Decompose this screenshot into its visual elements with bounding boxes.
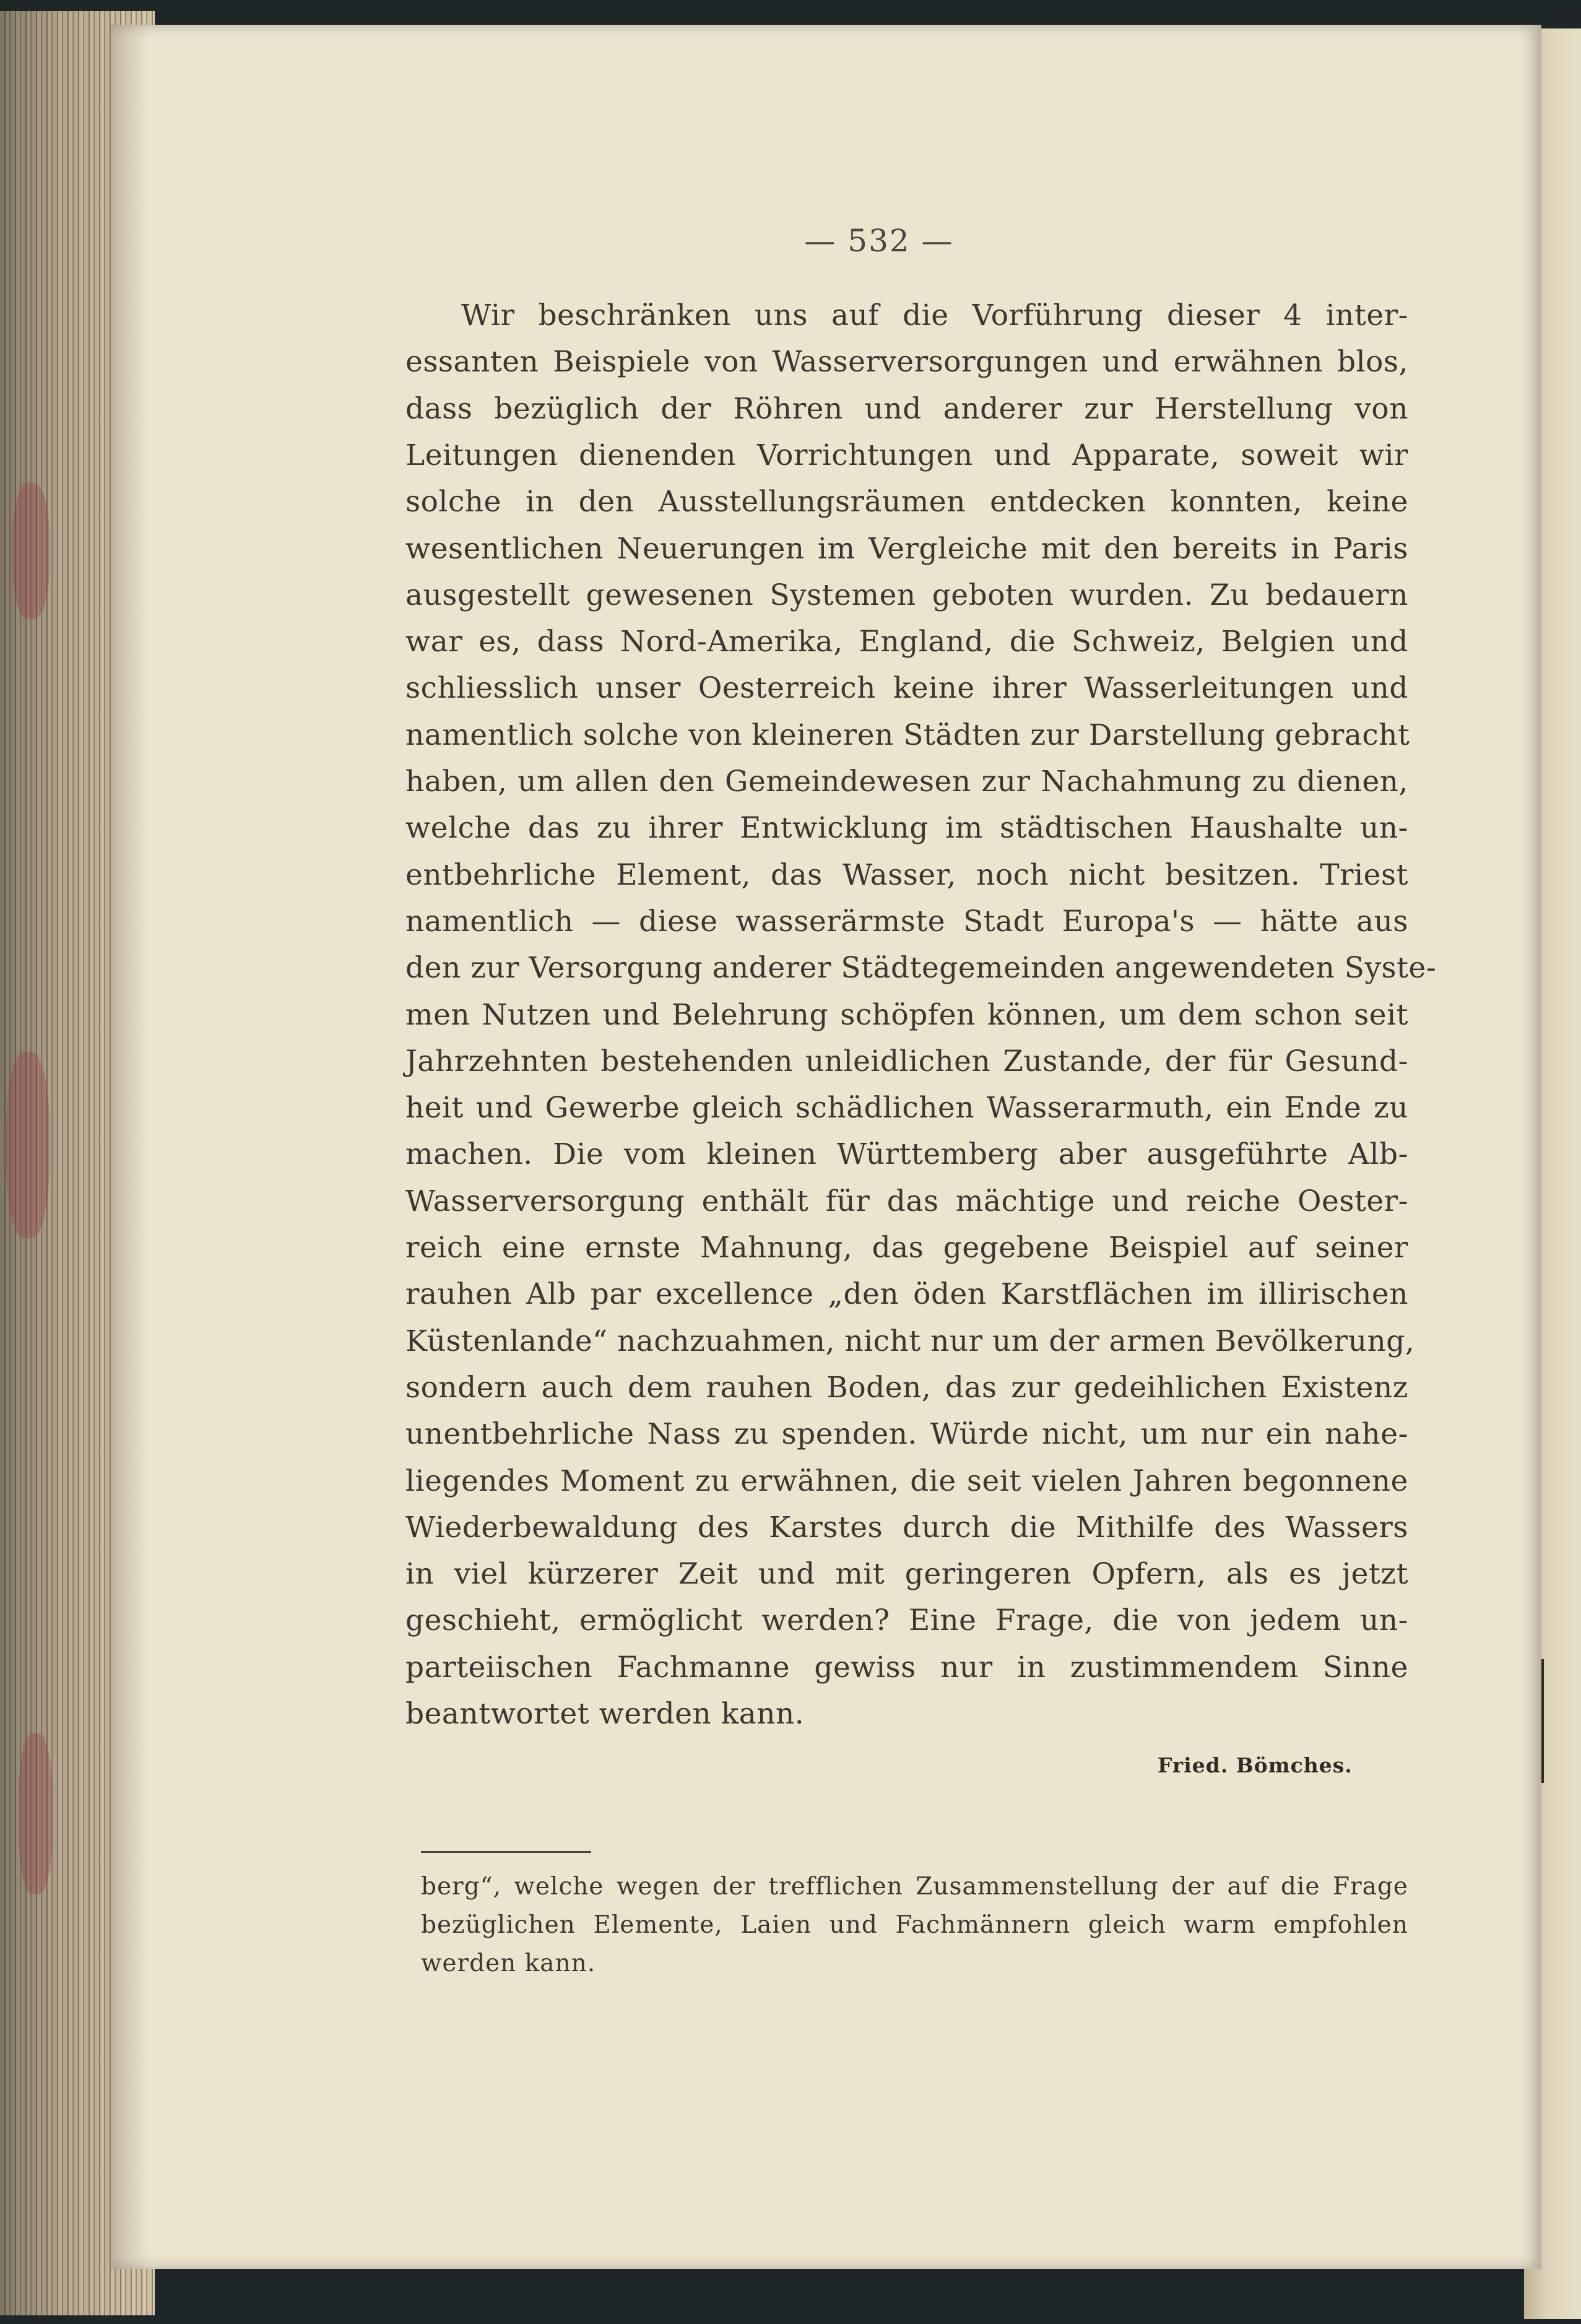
- text-line: war es, dass Nord-Amerika, England, die Schweiz, Belgien und: [405, 625, 1408, 659]
- text-line: liegendes Moment zu erwähnen, die seit vielen Jahren begonnene: [405, 1463, 1408, 1498]
- edge-stain: [19, 1733, 53, 1894]
- text-line: beantwortet werden kann.: [405, 1697, 805, 1731]
- text-line: geschieht, ermöglicht werden? Eine Frage, die von jedem un-: [405, 1603, 1408, 1638]
- text-line: Leitungen dienenden Vorrichtungen und Apparate, soweit wir: [405, 438, 1408, 472]
- text-line: namentlich — diese wasserärmste Stadt Europa's — hätte aus: [405, 904, 1408, 939]
- text-line: men Nutzen und Belehrung schöpfen können, um dem schon seit: [405, 997, 1408, 1032]
- text-line: den zur Versorgung anderer Städtegemeinden angewendeten Syste-: [405, 951, 1437, 986]
- text-line: welche das zu ihrer Entwicklung im städtischen Haushalte un-: [405, 811, 1408, 846]
- footnote-line: bezüglichen Elemente, Laien und Fachmännern gleich warm empfohlen: [421, 1911, 1408, 1939]
- text-line: Wasserversorgung enthält für das mächtige und reiche Oester-: [405, 1184, 1408, 1218]
- text-line: Jahrzehnten bestehenden unleidlichen Zustande, der für Gesund-: [405, 1044, 1408, 1078]
- author-signature: Fried. Bömches.: [1158, 1753, 1353, 1777]
- facing-page-mark: [1541, 1659, 1544, 1783]
- text-line: ausgestellt gewesenen Systemen geboten wurden. Zu bedauern: [405, 578, 1408, 612]
- footnote-line: werden kann.: [421, 1949, 596, 1977]
- text-line: haben, um allen den Gemeindewesen zur Nachahmung zu dienen,: [405, 765, 1408, 799]
- text-line: solche in den Ausstellungsräumen entdecken konnten, keine: [405, 485, 1408, 519]
- edge-stain: [6, 1052, 50, 1238]
- text-line: in viel kürzerer Zeit und mit geringeren Opfern, als es jetzt: [405, 1557, 1408, 1592]
- text-line: reich eine ernste Mahnung, das gegebene Beispiel auf seiner: [405, 1231, 1408, 1265]
- text-line: schliesslich unser Oesterreich keine ihrer Wasserleitungen und: [405, 671, 1408, 706]
- page-number: — 532 —: [804, 223, 954, 259]
- text-line: rauhen Alb par excellence „den öden Karstflächen im illirischen: [405, 1277, 1408, 1312]
- text-line: sondern auch dem rauhen Boden, das zur gedeihlichen Existenz: [405, 1370, 1408, 1405]
- text-line: Küstenlande“ nachzuahmen, nicht nur um der armen Bevölkerung,: [405, 1324, 1415, 1358]
- text-line: parteiischen Fachmanne gewiss nur in zustimmendem Sinne: [405, 1650, 1408, 1684]
- text-line: machen. Die vom kleinen Württemberg aber ausgeführte Alb-: [405, 1137, 1408, 1172]
- text-line: heit und Gewerbe gleich schädlichen Wasserarmuth, ein Ende zu: [405, 1091, 1408, 1125]
- page-gutter-shadow: [111, 25, 149, 2269]
- text-line: dass bezüglich der Röhren und anderer zur Herstellung von: [405, 391, 1408, 426]
- footnote-rule: [421, 1851, 591, 1853]
- text-line: namentlich solche von kleineren Städten zur Darstellung gebracht: [405, 718, 1410, 752]
- text-line: entbehrliche Element, das Wasser, noch nicht besitzen. Triest: [405, 857, 1408, 892]
- text-line: Wiederbewaldung des Karstes durch die Mithilfe des Wassers: [405, 1510, 1408, 1545]
- text-line: unentbehrliche Nass zu spenden. Würde nicht, um nur ein nahe-: [405, 1417, 1408, 1452]
- edge-stain: [12, 483, 50, 619]
- text-line: wesentlichen Neuerungen im Vergleiche mit den bereits in Paris: [405, 531, 1408, 566]
- text-line: essanten Beispiele von Wasserversorgungen und erwähnen blos,: [405, 345, 1408, 379]
- footnote-line: berg“, welche wegen der trefflichen Zusammenstellung der auf die Frage: [421, 1873, 1408, 1901]
- text-line: Wir beschränken uns auf die Vorführung dieser 4 inter-: [461, 298, 1408, 332]
